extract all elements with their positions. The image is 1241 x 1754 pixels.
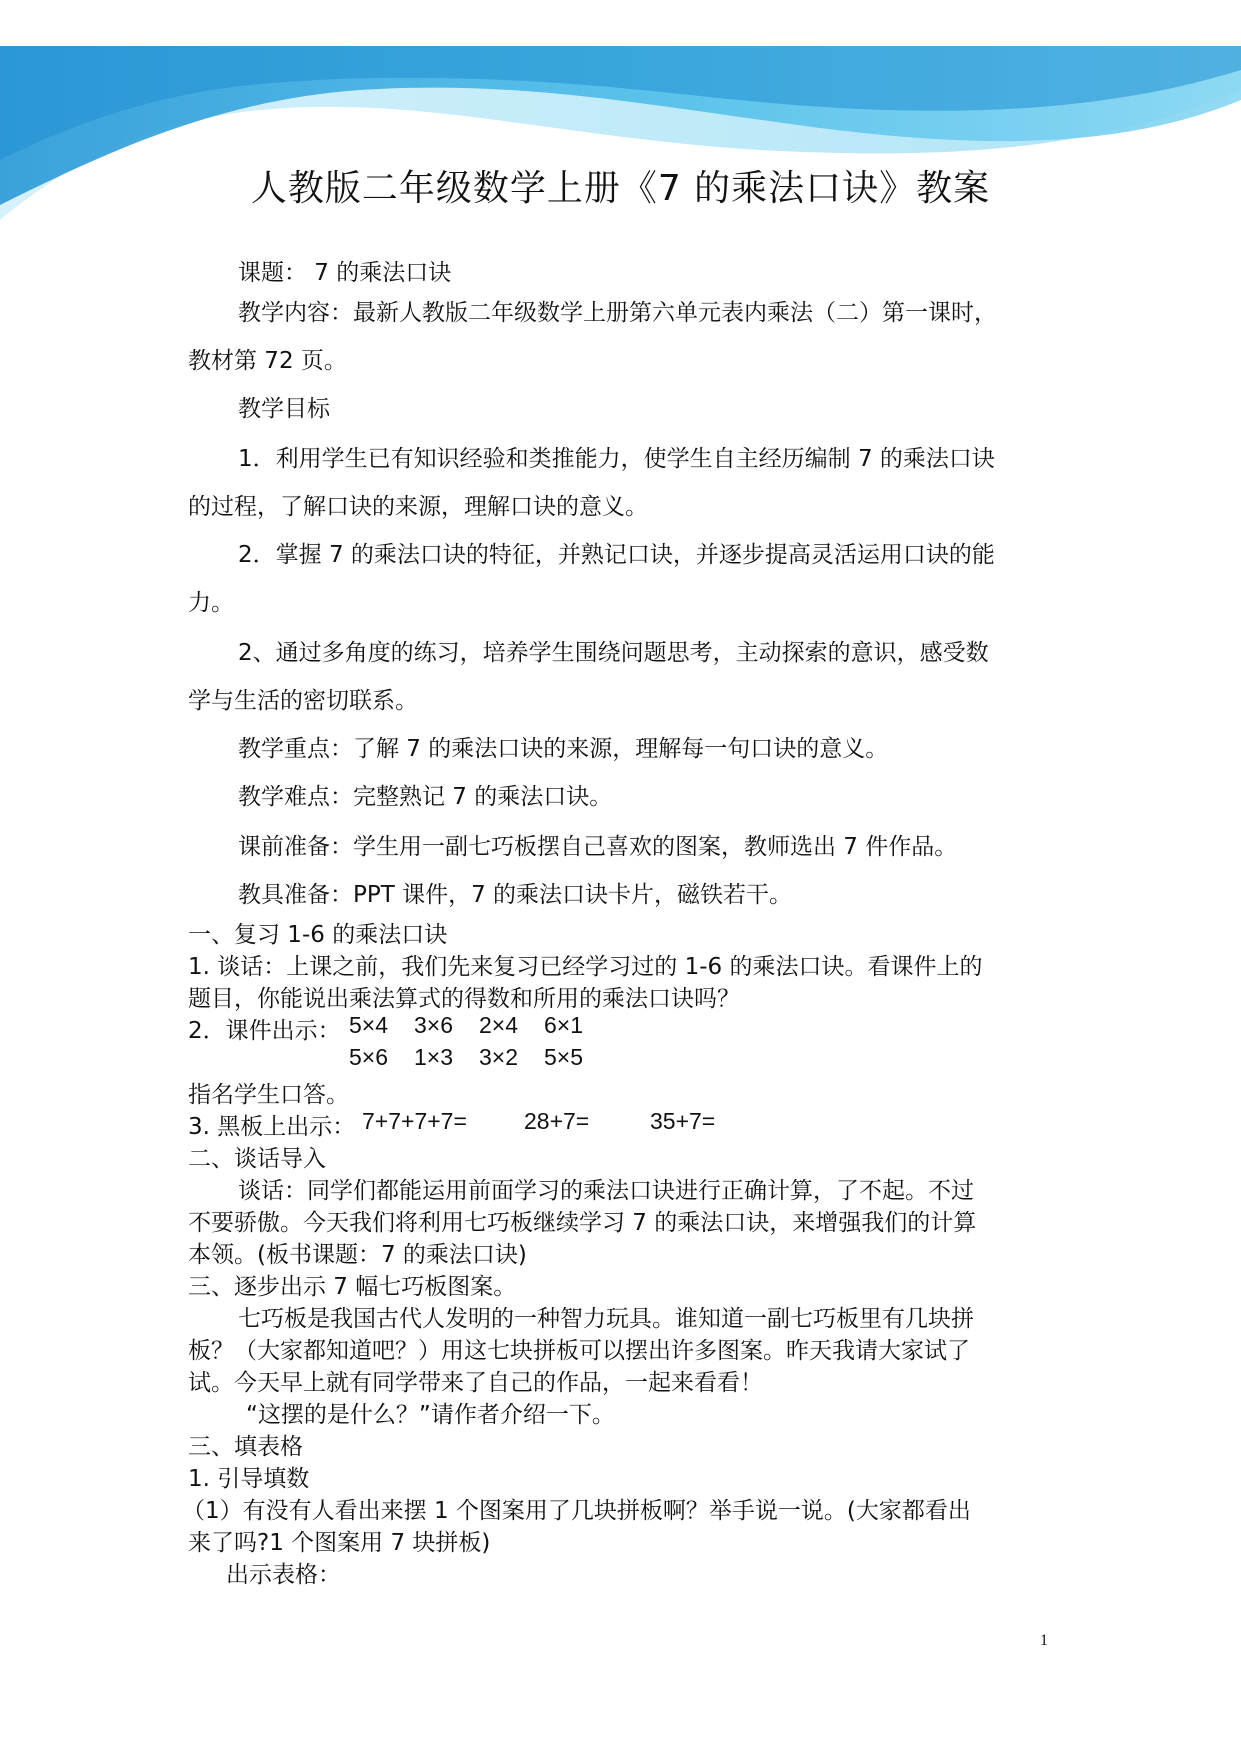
section-2-text-cont: 不要骄傲。今天我们将利用七巧板继续学习 7 的乘法口诀，来增强我们的计算: [188, 1210, 977, 1236]
section-1-answer: 指名学生口答。: [188, 1082, 349, 1108]
section-4-item-1: 1. 引导填数: [188, 1466, 310, 1492]
section-4-question-cont: 来了吗?1 个图案用 7 块拼板): [188, 1530, 491, 1556]
expr: 35+7=: [650, 1108, 716, 1134]
expr: 28+7=: [524, 1108, 590, 1134]
section-3-quote: “这摆的是什么？”请作者介绍一下。: [246, 1402, 615, 1428]
expr: 3×2: [479, 1044, 519, 1070]
section-4-table-intro: 出示表格：: [226, 1562, 341, 1588]
section-4-question: （1）有没有人看出来摆 1 个图案用了几块拼板啊？举手说一说。(大家都看出: [182, 1498, 971, 1524]
section-1-heading: 一、复习 1-6 的乘法口诀: [188, 922, 448, 948]
goal-2-cont: 力。: [188, 590, 234, 616]
goal-2: 2．掌握 7 的乘法口诀的特征，并熟记口诀，并逐步提高灵活运用口诀的能: [238, 542, 995, 568]
teaching-content: 教学内容：最新人教版二年级数学上册第六单元表内乘法（二）第一课时，: [238, 300, 997, 326]
section-1-item-1-cont: 题目，你能说出乘法算式的得数和所用的乘法口诀吗？: [188, 986, 740, 1012]
section-2-text: 谈话：同学们都能运用前面学习的乘法口诀进行正确计算，了不起。不过: [238, 1178, 974, 1204]
goal-1-cont: 的过程，了解口诀的来源，理解口诀的意义。: [188, 494, 648, 520]
section-3-text-cont: 试。今天早上就有同学带来了自己的作品，一起来看看！: [188, 1370, 763, 1396]
teaching-content-cont: 教材第 72 页。: [188, 348, 347, 374]
teaching-tools: 教具准备：PPT 课件，7 的乘法口诀卡片，磁铁若干。: [238, 882, 793, 908]
section-1-item-1: 1. 谈话：上课之前，我们先来复习已经学习过的 1-6 的乘法口诀。看课件上的: [188, 954, 983, 980]
expr: 6×1: [544, 1012, 584, 1038]
goal-3: 2、通过多角度的练习，培养学生围绕问题思考，主动探索的意识，感受数: [238, 640, 989, 666]
expr: 5×5: [544, 1044, 584, 1070]
expr: 5×4: [349, 1012, 389, 1038]
section-3-text-cont: 板？（大家都知道吧？）用这七块拼板可以摆出许多图案。昨天我请大家试了: [188, 1338, 970, 1364]
pre-class-preparation: 课前准备：学生用一副七巧板摆自己喜欢的图案，教师选出 7 件作品。: [238, 834, 958, 860]
difficulty: 教学难点：完整熟记 7 的乘法口诀。: [238, 784, 613, 810]
expr: 7+7+7+7=: [362, 1108, 467, 1134]
goal-1: 1．利用学生已有知识经验和类推能力，使学生自主经历编制 7 的乘法口诀: [238, 446, 995, 472]
section-3-text: 七巧板是我国古代人发明的一种智力玩具。谁知道一副七巧板里有几块拼: [238, 1306, 974, 1332]
expr: 1×3: [414, 1044, 454, 1070]
section-3-heading: 三、逐步出示 7 幅七巧板图案。: [188, 1274, 517, 1300]
document-title: 人教版二年级数学上册《7 的乘法口诀》教案: [250, 168, 991, 209]
goal-3-cont: 学与生活的密切联系。: [188, 688, 418, 714]
section-1-item-2-label: 2．课件出示：: [188, 1018, 341, 1044]
header-wave-decoration: [0, 0, 1241, 260]
section-2-text-cont: 本领。(板书课题：7 的乘法口诀): [188, 1242, 527, 1268]
teaching-goals-heading: 教学目标: [238, 396, 330, 422]
section-1-item-3-label: 3. 黑板上出示：: [188, 1114, 356, 1140]
section-2-heading: 二、谈话导入: [188, 1146, 326, 1172]
expr: 5×6: [349, 1044, 389, 1070]
key-point: 教学重点：了解 7 的乘法口诀的来源，理解每一句口诀的意义。: [238, 736, 889, 762]
section-4-heading: 三、填表格: [188, 1434, 303, 1460]
expr: 3×6: [414, 1012, 454, 1038]
expr: 2×4: [479, 1012, 519, 1038]
page-number: 1: [1040, 1632, 1048, 1649]
lesson-topic: 课题： 7 的乘法口诀: [238, 260, 452, 286]
